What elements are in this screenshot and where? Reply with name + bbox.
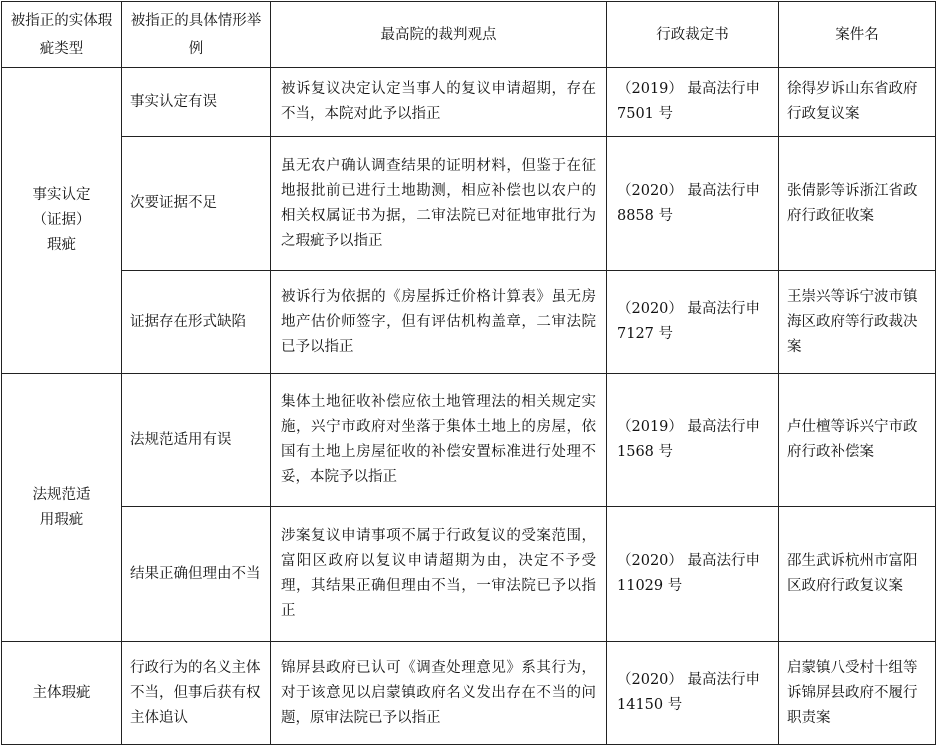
header-ruling-number: 行政裁定书 bbox=[607, 2, 779, 68]
header-court-view: 最高院的裁判观点 bbox=[271, 2, 607, 68]
case-cell: 张倩影等诉浙江省政府行政征收案 bbox=[779, 137, 936, 271]
situation-cell: 证据存在形式缺陷 bbox=[122, 271, 271, 374]
ruling-cell: （2020） 最高法行申 8858 号 bbox=[607, 137, 779, 271]
table-row bbox=[2, 271, 936, 374]
table-row bbox=[2, 137, 936, 271]
table-row bbox=[2, 68, 936, 137]
ruling-cell: （2019） 最高法行申 7501 号 bbox=[607, 68, 779, 137]
ruling-cell: （2020） 最高法行申 11029 号 bbox=[607, 507, 779, 642]
view-cell: 被诉复议决定认定当事人的复议申请超期，存在不当，本院对此予以指正 bbox=[271, 68, 607, 137]
header-defect-type: 被指正的实体瑕疵类型 bbox=[2, 2, 122, 68]
case-cell: 卢仕檀等诉兴宁市政府行政补偿案 bbox=[779, 374, 936, 507]
table-row bbox=[2, 507, 936, 642]
ruling-cell: （2019） 最高法行申 1568 号 bbox=[607, 374, 779, 507]
case-cell: 邵生武诉杭州市富阳区政府行政复议案 bbox=[779, 507, 936, 642]
defect-type-cell: 法规范适 用瑕疵 bbox=[2, 374, 122, 642]
header-situation: 被指正的具体情形举例 bbox=[122, 2, 271, 68]
view-cell: 涉案复议申请事项不属于行政复议的受案范围，富阳区政府以复议申请超期为由，决定不予受理，其结果正确但理由不当，一审法院已予以指正 bbox=[271, 507, 607, 642]
case-cell: 王崇兴等诉宁波市镇海区政府等行政裁决案 bbox=[779, 271, 936, 374]
header-case-name: 案件名 bbox=[779, 2, 936, 68]
view-cell: 集体土地征收补偿应依土地管理法的相关规定实施，兴宁市政府对坐落于集体土地上的房屋，依国有土地上房屋征收的补偿安置标准进行处理不妥，本院予以指正 bbox=[271, 374, 607, 507]
situation-cell: 行政行为的名义主体不当，但事后获有权主体追认 bbox=[122, 642, 271, 745]
situation-cell: 法规范适用有误 bbox=[122, 374, 271, 507]
ruling-cell: （2020） 最高法行申 14150 号 bbox=[607, 642, 779, 745]
table-row bbox=[2, 642, 936, 745]
view-cell: 被诉行为依据的《房屋拆迁价格计算表》虽无房地产估价师签字，但有评估机构盖章，二审法院已予以指正 bbox=[271, 271, 607, 374]
defect-type-cell: 事实认定 （证据） 瑕疵 bbox=[2, 68, 122, 374]
case-cell: 启蒙镇八受村十组等诉锦屏县政府不履行职责案 bbox=[779, 642, 936, 745]
situation-cell: 结果正确但理由不当 bbox=[122, 507, 271, 642]
situation-cell: 事实认定有误 bbox=[122, 68, 271, 137]
defect-type-cell: 主体瑕疵 bbox=[2, 642, 122, 745]
situation-cell: 次要证据不足 bbox=[122, 137, 271, 271]
header-row bbox=[2, 2, 936, 68]
view-cell: 锦屏县政府已认可《调查处理意见》系其行为，对于该意见以启蒙镇政府名义发出存在不当的问题，原审法院已予以指正 bbox=[271, 642, 607, 745]
rulings-table bbox=[1, 1, 936, 745]
case-cell: 徐得岁诉山东省政府行政复议案 bbox=[779, 68, 936, 137]
ruling-cell: （2020） 最高法行申 7127 号 bbox=[607, 271, 779, 374]
view-cell: 虽无农户确认调查结果的证明材料，但鉴于在征地报批前已进行土地勘测，相应补偿也以农户的相关权属证书为据，二审法院已对征地审批行为之瑕疵予以指正 bbox=[271, 137, 607, 271]
table-row bbox=[2, 374, 936, 507]
